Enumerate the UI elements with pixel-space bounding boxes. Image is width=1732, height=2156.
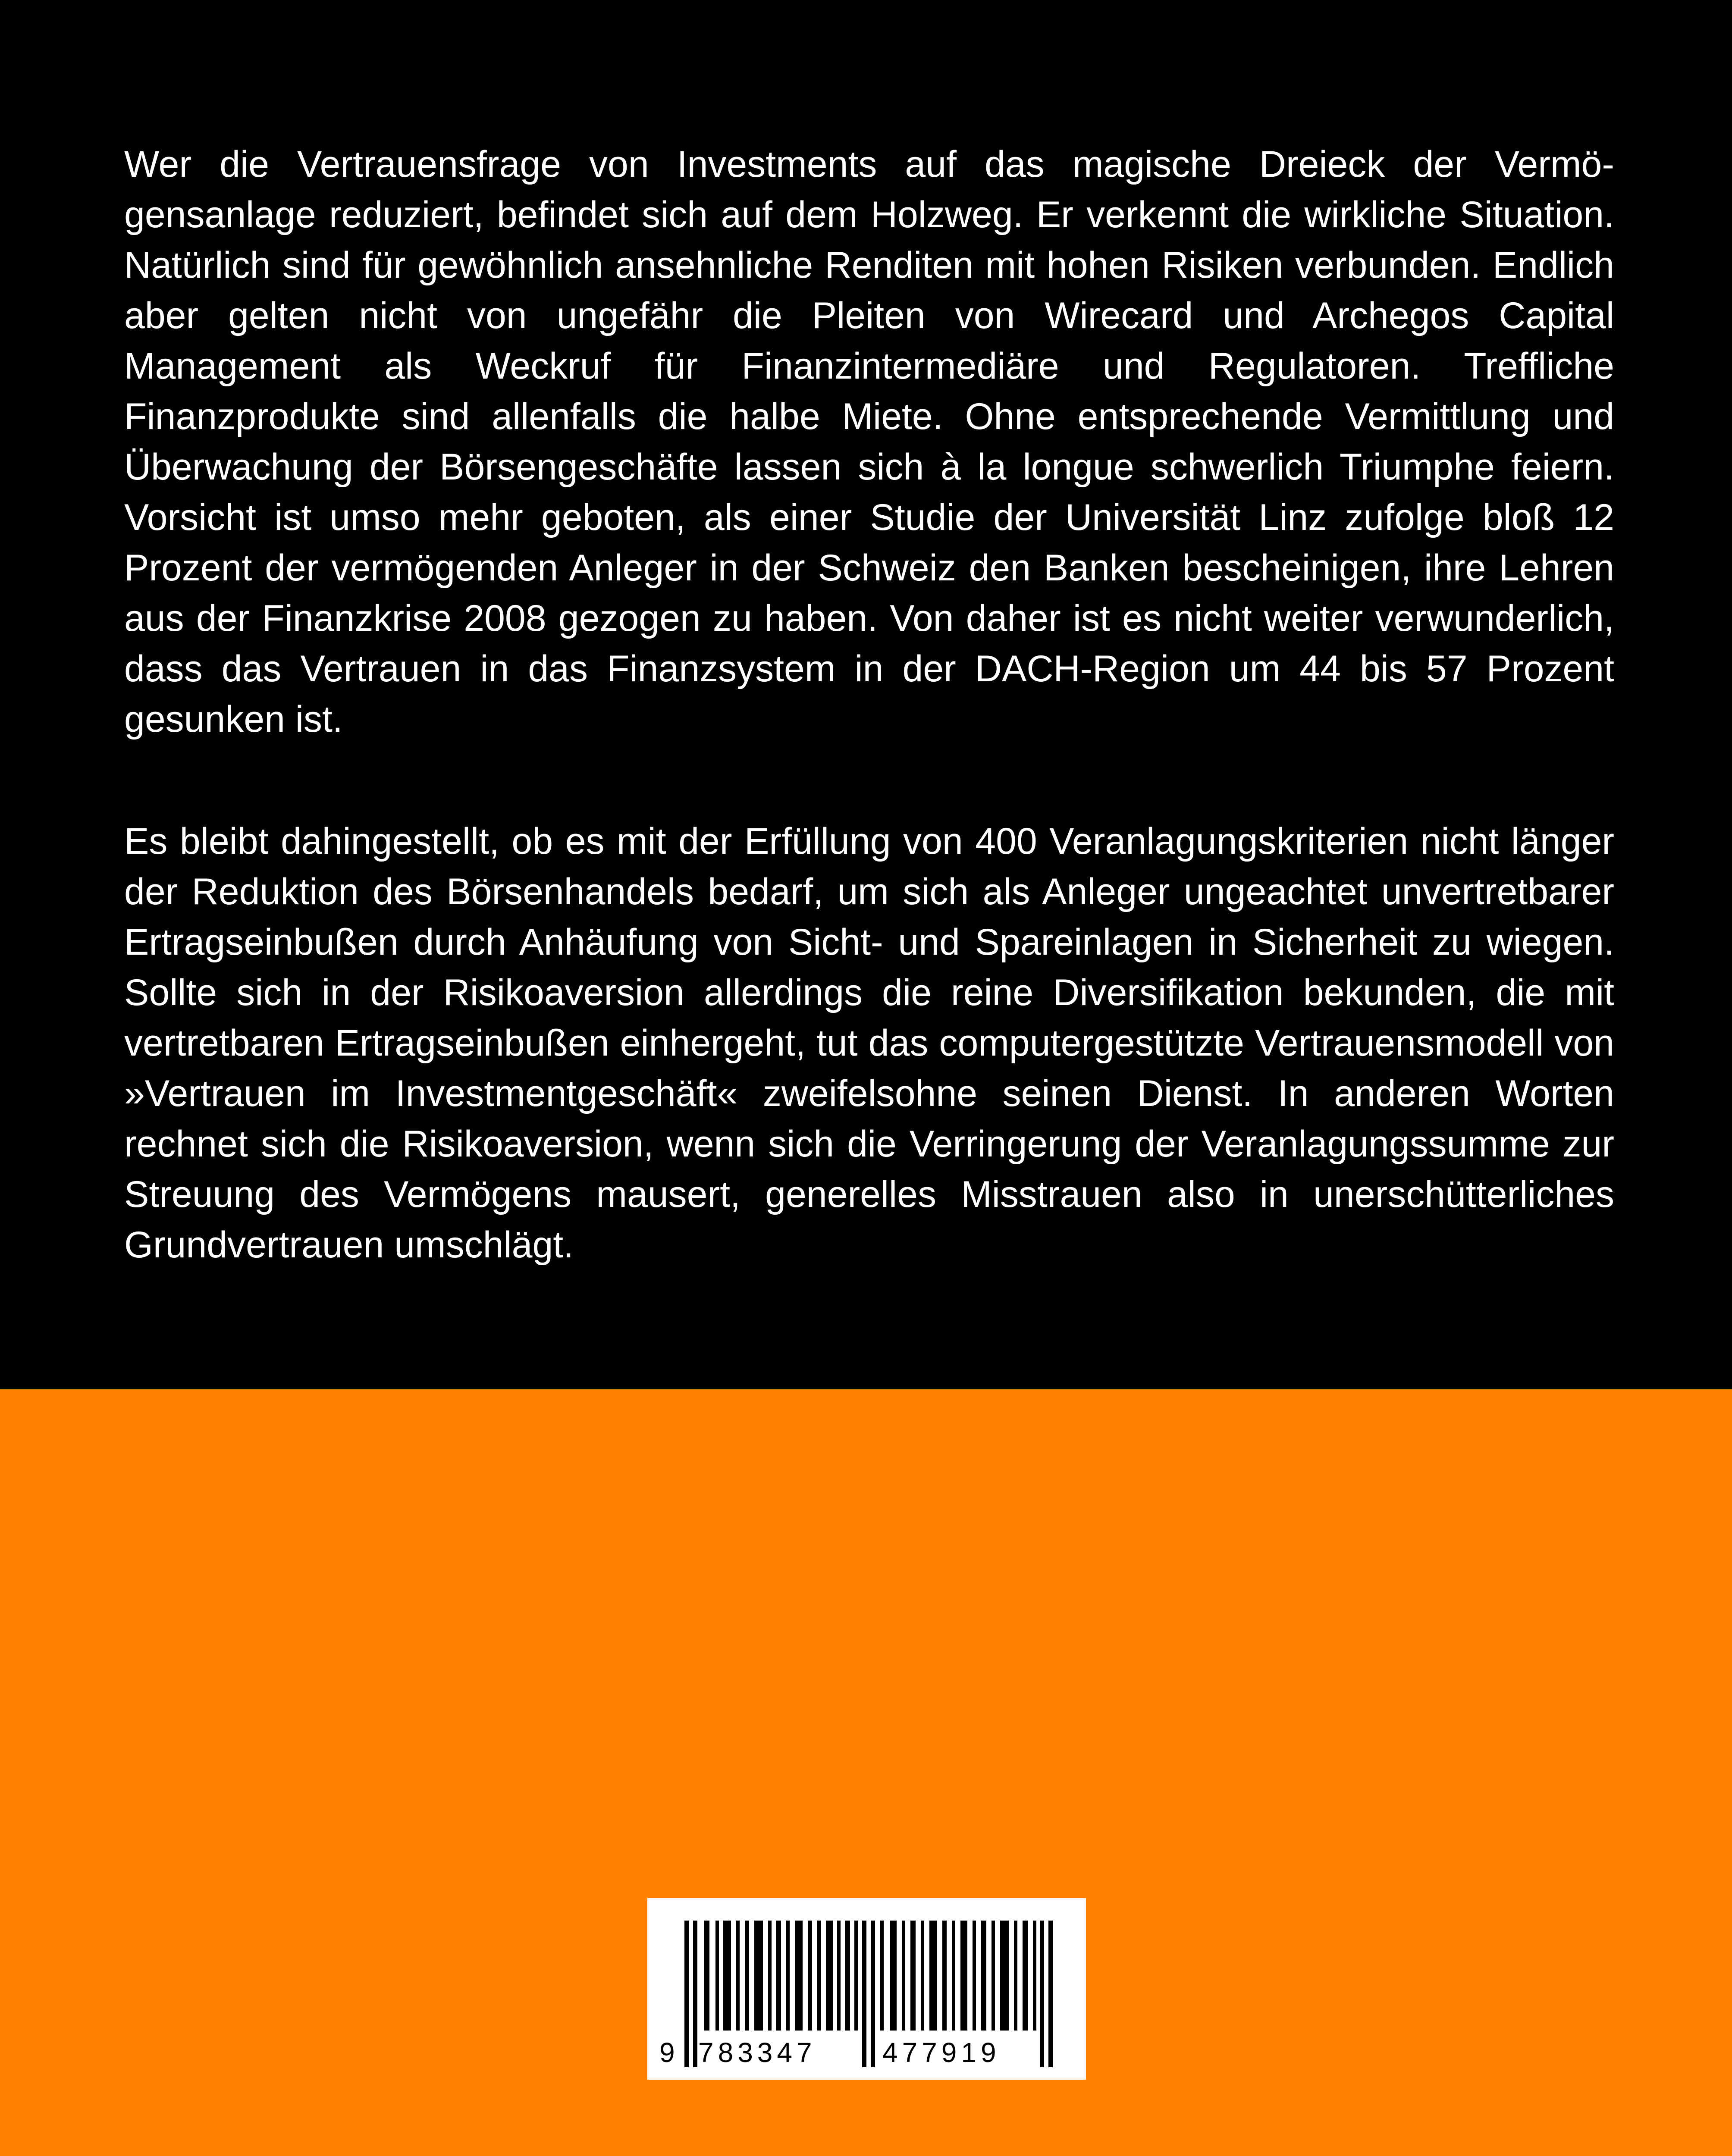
blurb-paragraph-1: Wer die Vertrauensfrage von Investments auf das magische Dreieck der Vermögensanlage reduziert, befindet sich auf dem Holzweg. Er verkennt die wirkliche Situation. Natürlich sind für gewöhnlich ansehnliche Renditen mit hohen Risiken verbunden. Endlich aber gelten nicht von ungefähr die Pleiten von Wirecard und Archegos Capital Management als Weckruf für Finanzintermediäre und Regulatoren. Treffliche Finanzprodukte sind allenfalls die halbe Miete. Ohne entsprechende Vermittlung und Überwachung der Börsengeschäfte lassen sich à la longue schwerlich Triumphe feiern. Vorsicht ist umso mehr geboten, als einer Studie der Universität Linz zufolge bloß 12 Prozent der vermögenden Anleger in der Schweiz den Banken bescheinigen, ihre Lehren aus der Finanzkrise 2008 gezogen zu haben. Von daher ist es nicht weiter verwunderlich, dass das Vertrauen in das Finanzsystem in der DACH-Region um 44 bis 57 Prozent gesunken ist.	[124, 144, 1614, 740]
barcode-right-digits: 477919	[882, 2037, 1001, 2068]
barcode-first-digit: 9	[659, 2037, 679, 2068]
isbn-barcode	[647, 1898, 1086, 2080]
barcode-left-digits: 783347	[698, 2037, 816, 2068]
blurb-paragraph-2: Es bleibt dahingestellt, ob es mit der Erfüllung von 400 Veranlagungskriterien nicht länger der Reduktion des Börsenhandels bedarf, um sich als Anleger ungeachtet unvertretbarer Ertragseinbußen durch Anhäufung von Sicht- und Spareinlagen in Sicherheit zu wiegen. Sollte sich in der Risikoaversion allerdings die reine Diversifikation bekunden, die mit vertretbaren Ertragseinbußen einhergeht, tut das computergestützte Vertrauensmodell von »Vertrauen im Investmentgeschäft« zweifelsohne seinen Dienst. In anderen Worten rechnet sich die Risikoaversion, wenn sich die Verringerung der Veranlagungssumme zur Streuung des Vermögens mausert, generelles Misstrauen also in unerschütterliches Grundvertrauen umschlägt.	[124, 821, 1614, 1266]
